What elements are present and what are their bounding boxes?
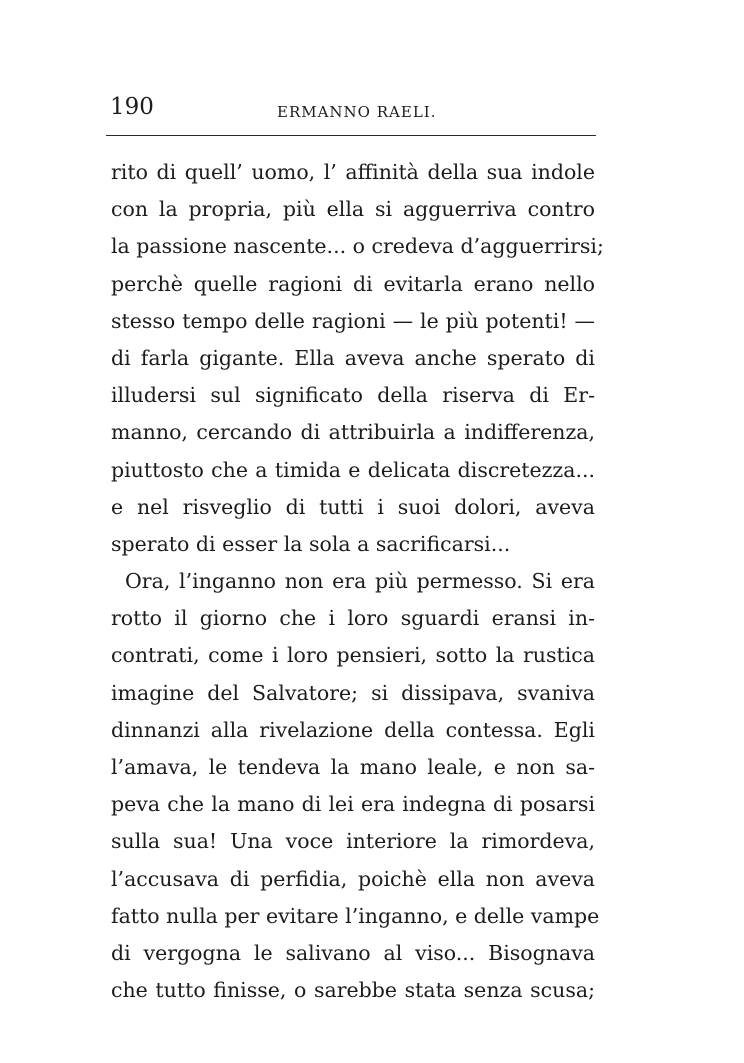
text-line: peva che la mano di lei era indegna di posarsi — [111, 792, 595, 817]
text-line: perchè quelle ragioni di evitarla erano nello — [111, 271, 595, 296]
page-number: 190 — [110, 94, 154, 120]
text-line: sperato di esser la sola a sacrificarsi... — [111, 531, 511, 556]
text-line: illudersi sul significato della riserva di Er- — [111, 383, 595, 408]
running-title: ERMANNO RAELI. — [277, 103, 437, 121]
text-line: contrati, come i loro pensieri, sotto la rustica — [111, 643, 595, 668]
text-line: piuttosto che a timida e delicata discretezza... — [111, 457, 595, 482]
binding-edge — [686, 0, 744, 1063]
text-line: imagine del Salvatore; si dissipava, svaniva — [111, 680, 595, 705]
text-line: rito di quell’ uomo, l’ affinità della sua indole — [111, 160, 595, 184]
text-line: manno, cercando di attribuirla a indifferenza, — [111, 420, 595, 445]
text-line: la passione nascente... o credeva d’agguerrirsi; — [111, 234, 604, 259]
text-line: rotto il giorno che i loro sguardi eransi in- — [111, 606, 595, 631]
text-line: Ora, l’inganno non era più permesso. Si era — [125, 569, 595, 594]
header-rule — [106, 135, 596, 136]
text-line: e nel risveglio di tutti i suoi dolori, aveva — [111, 494, 595, 519]
text-line: sulla sua! Una voce interiore la rimordeva, — [111, 829, 595, 854]
text-line: che tutto finisse, o sarebbe stata senza scusa; — [111, 978, 595, 1003]
text-line: di vergogna le salivano al viso... Bisognava — [111, 940, 595, 965]
body-text — [111, 154, 604, 1009]
text-line: di farla gigante. Ella aveva anche sperato di — [111, 345, 595, 370]
text-line: stesso tempo delle ragioni — le più potenti! — — [111, 308, 595, 333]
text-line: l’amava, le tendeva la mano leale, e non sa- — [111, 755, 595, 779]
text-line: l’accusava di perfidia, poichè ella non aveva — [111, 866, 595, 891]
text-line: con la propria, più ella si agguerriva contro — [111, 197, 595, 222]
text-line: dinnanzi alla rivelazione della contessa. Egli — [111, 717, 595, 742]
text-line: fatto nulla per evitare l’inganno, e delle vampe — [111, 903, 600, 928]
